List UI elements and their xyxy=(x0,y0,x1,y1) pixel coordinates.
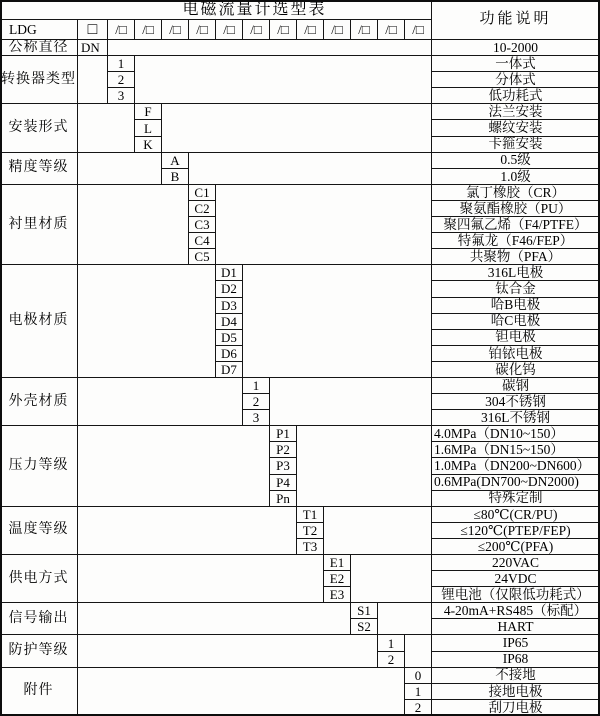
empty-cell xyxy=(243,265,432,378)
empty-cell xyxy=(324,507,432,555)
category-label: 供电方式 xyxy=(0,555,78,603)
code-cell: C3 xyxy=(189,217,216,233)
desc-cell: 不接地 xyxy=(432,668,600,684)
desc-cell: 4-20mA+RS485（标配） xyxy=(432,603,600,619)
code-cell: P2 xyxy=(270,442,297,458)
model-code-slot: /□ xyxy=(351,20,378,40)
desc-cell: 分体式 xyxy=(432,72,600,88)
desc-cell: 碳化钨 xyxy=(432,362,600,378)
empty-cell xyxy=(135,56,432,104)
code-cell: 1 xyxy=(405,684,432,700)
empty-cell xyxy=(378,603,432,635)
code-cell: DN xyxy=(78,40,108,56)
desc-cell: 钽电极 xyxy=(432,330,600,346)
code-cell: 1 xyxy=(378,635,405,651)
model-code-slot: /□ xyxy=(108,20,135,40)
code-cell: T1 xyxy=(297,507,324,523)
code-cell: C1 xyxy=(189,185,216,201)
desc-cell: 刮刀电极 xyxy=(432,700,600,716)
code-cell: D3 xyxy=(216,298,243,314)
desc-cell: 铂铱电极 xyxy=(432,346,600,362)
desc-cell: 1.0MPa（DN200~DN600） xyxy=(432,458,600,474)
code-cell: L xyxy=(135,120,162,136)
code-cell: D7 xyxy=(216,362,243,378)
desc-cell: 钛合金 xyxy=(432,281,600,297)
desc-cell: 哈B电极 xyxy=(432,298,600,314)
empty-cell xyxy=(405,635,432,667)
desc-cell: 24VDC xyxy=(432,571,600,587)
empty-cell xyxy=(78,426,270,506)
function-column-header: 功能说明 xyxy=(432,0,600,40)
empty-cell xyxy=(216,185,432,265)
category-label: 信号输出 xyxy=(0,603,78,635)
empty-cell xyxy=(189,153,432,185)
desc-cell: HART xyxy=(432,619,600,635)
desc-cell: 0.5级 xyxy=(432,153,600,169)
table-title: 电磁流量计选型表 xyxy=(0,0,432,20)
category-label: 安装形式 xyxy=(0,104,78,152)
code-cell: D4 xyxy=(216,314,243,330)
code-cell: C2 xyxy=(189,201,216,217)
desc-cell: ≤200℃(PFA) xyxy=(432,539,600,555)
code-cell: C4 xyxy=(189,233,216,249)
code-cell: S2 xyxy=(351,619,378,635)
code-cell: 2 xyxy=(378,652,405,668)
code-cell: C5 xyxy=(189,249,216,265)
code-cell: D1 xyxy=(216,265,243,281)
desc-cell: 特氟龙（F46/FEP） xyxy=(432,233,600,249)
code-cell: K xyxy=(135,137,162,153)
category-label: 转换器类型 xyxy=(0,56,78,104)
code-cell: E3 xyxy=(324,587,351,603)
code-cell: D5 xyxy=(216,330,243,346)
desc-cell: 304不锈钢 xyxy=(432,394,600,410)
desc-cell: 接地电极 xyxy=(432,684,600,700)
desc-cell: 1.6MPa（DN15~150） xyxy=(432,442,600,458)
code-cell: D6 xyxy=(216,346,243,362)
model-code-box: □ xyxy=(78,20,108,40)
model-code-slot: /□ xyxy=(135,20,162,40)
code-cell: E1 xyxy=(324,555,351,571)
desc-cell: 316L不锈钢 xyxy=(432,410,600,426)
desc-cell: ≤80℃(CR/PU) xyxy=(432,507,600,523)
category-label: 衬里材质 xyxy=(0,185,78,265)
empty-cell xyxy=(78,185,189,265)
desc-cell: 10-2000 xyxy=(432,40,600,56)
category-label: 压力等级 xyxy=(0,426,78,506)
code-cell: 1 xyxy=(243,378,270,394)
empty-cell xyxy=(78,265,216,378)
model-code-slot: /□ xyxy=(243,20,270,40)
code-cell: 0 xyxy=(405,668,432,684)
desc-cell: 碳钢 xyxy=(432,378,600,394)
empty-cell xyxy=(108,40,432,56)
empty-cell xyxy=(78,668,405,716)
empty-cell xyxy=(78,603,351,635)
code-cell: 3 xyxy=(108,88,135,104)
empty-cell xyxy=(78,56,108,104)
desc-cell: IP65 xyxy=(432,635,600,651)
code-cell: P4 xyxy=(270,475,297,491)
desc-cell: 0.6MPa(DN700~DN2000) xyxy=(432,475,600,491)
desc-cell: 法兰安装 xyxy=(432,104,600,120)
desc-cell: 锂电池（仅限低功耗式） xyxy=(432,587,600,603)
empty-cell xyxy=(297,426,432,506)
category-label: 公称直径 xyxy=(0,40,78,56)
code-cell: P3 xyxy=(270,458,297,474)
desc-cell: 共聚物（PFA） xyxy=(432,249,600,265)
model-code-slot: /□ xyxy=(297,20,324,40)
model-code-slot: /□ xyxy=(162,20,189,40)
desc-cell: 哈C电极 xyxy=(432,314,600,330)
desc-cell: 220VAC xyxy=(432,555,600,571)
code-cell: 2 xyxy=(243,394,270,410)
desc-cell: 4.0MPa（DN10~150） xyxy=(432,426,600,442)
code-cell: 2 xyxy=(108,72,135,88)
desc-cell: 螺纹安装 xyxy=(432,120,600,136)
desc-cell: 1.0级 xyxy=(432,169,600,185)
empty-cell xyxy=(78,153,162,185)
code-cell: A xyxy=(162,153,189,169)
desc-cell: 低功耗式 xyxy=(432,88,600,104)
code-cell: F xyxy=(135,104,162,120)
empty-cell xyxy=(78,635,378,667)
empty-cell xyxy=(78,104,135,152)
model-code-slot: /□ xyxy=(324,20,351,40)
category-label: 外壳材质 xyxy=(0,378,78,426)
code-cell: P1 xyxy=(270,426,297,442)
category-label: 精度等级 xyxy=(0,153,78,185)
model-code-slot: /□ xyxy=(189,20,216,40)
empty-cell xyxy=(351,555,432,603)
empty-cell xyxy=(78,555,324,603)
desc-cell: 特殊定制 xyxy=(432,491,600,507)
code-cell: T3 xyxy=(297,539,324,555)
model-code-slot: /□ xyxy=(270,20,297,40)
code-cell: S1 xyxy=(351,603,378,619)
model-code-slot: /□ xyxy=(378,20,405,40)
desc-cell: 316L电极 xyxy=(432,265,600,281)
empty-cell xyxy=(78,507,297,555)
code-cell: 1 xyxy=(108,56,135,72)
model-code-slot: /□ xyxy=(405,20,432,40)
category-label: 附件 xyxy=(0,668,78,716)
category-label: 防护等级 xyxy=(0,635,78,667)
desc-cell: 卡箍安装 xyxy=(432,137,600,153)
desc-cell: ≤120℃(PTEP/FEP) xyxy=(432,523,600,539)
category-label: 温度等级 xyxy=(0,507,78,555)
category-label: 电极材质 xyxy=(0,265,78,378)
empty-cell xyxy=(162,104,432,152)
desc-cell: 聚四氟乙烯（F4/PTFE） xyxy=(432,217,600,233)
desc-cell: 氯丁橡胶（CR） xyxy=(432,185,600,201)
code-cell: T2 xyxy=(297,523,324,539)
code-cell: D2 xyxy=(216,281,243,297)
desc-cell: 聚氨酯橡胶（PU） xyxy=(432,201,600,217)
model-prefix: LDG xyxy=(0,20,78,40)
model-code-slot: /□ xyxy=(216,20,243,40)
empty-cell xyxy=(270,378,432,426)
code-cell: 2 xyxy=(405,700,432,716)
desc-cell: 一体式 xyxy=(432,56,600,72)
code-cell: 3 xyxy=(243,410,270,426)
code-cell: B xyxy=(162,169,189,185)
empty-cell xyxy=(78,378,243,426)
code-cell: E2 xyxy=(324,571,351,587)
desc-cell: IP68 xyxy=(432,652,600,668)
code-cell: Pn xyxy=(270,491,297,507)
